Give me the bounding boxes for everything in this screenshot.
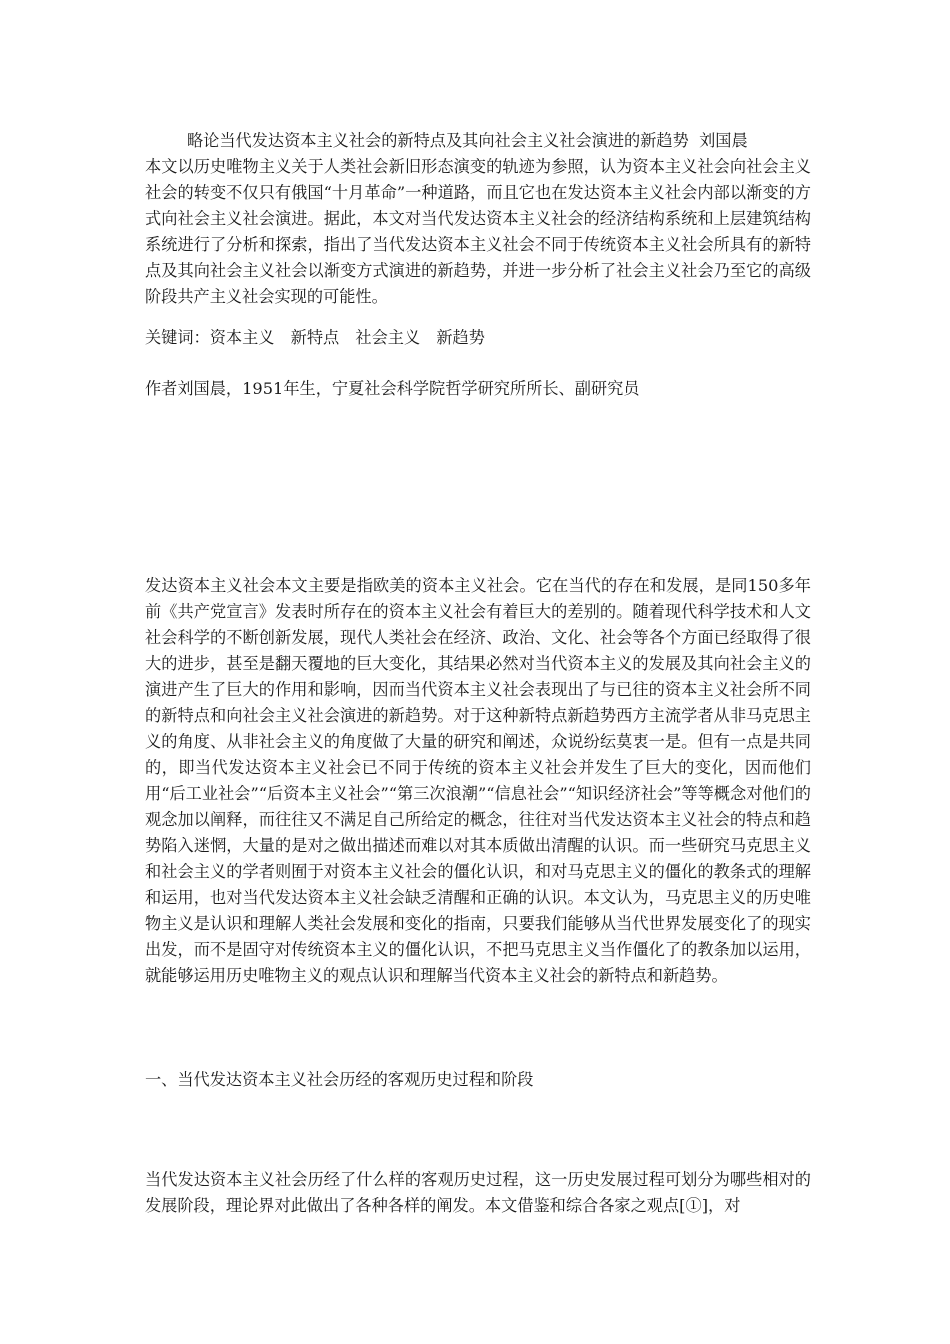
keywords-line: 关键词：资本主义 新特点 社会主义 新趋势 [145, 328, 485, 347]
document-title: 略论当代发达资本主义社会的新特点及其向社会主义社会演进的新趋势 [187, 131, 689, 150]
title-author: 刘国晨 [699, 131, 748, 150]
abstract-paragraph: 本文以历史唯物主义关于人类社会新旧形态演变的轨迹为参照，认为资本主义社会向社会主义社会的转变不仅只有俄国“十月革命”一种道路，而且它也在发达资本主义社会内部以渐变的方式向社会主义社会演进。据此，本文对当代发达资本主义社会的经济结构系统和上层建筑结构系统进行了分析和探索，指出了当代发达资本主义社会不同于传统资本主义社会所具有的新特点及其向社会主义社会以渐变方式演进的新趋势，并进一步分析了社会主义社会乃至它的高级阶段共产主义社会实现的可能性。 [145, 157, 811, 306]
author-info-line: 作者刘国晨，1951年生，宁夏社会科学院哲学研究所所长、副研究员 [145, 379, 640, 398]
section-heading: 一、当代发达资本主义社会历经的客观历史过程和阶段 [145, 1070, 534, 1089]
intro-paragraph: 发达资本主义社会本文主要是指欧美的资本主义社会。它在当代的存在和发展，是同150多年前《共产党宣言》发表时所存在的资本主义社会有着巨大的差别的。随着现代科学技术和人文社会科学的不断创新发展，现代人类社会在经济、政治、文化、社会等各个方面已经取得了很大的进步，甚至是翻天覆地的巨大变化，其结果必然对当代资本主义的发展及其向社会主义的演进产生了巨大的作用和影响，因而当代资本主义社会表现出了与已往的资本主义社会所不同的新特点和向社会主义社会演进的新趋势。对于这种新特点新趋势西方主流学者从非马克思主义的角度、从非社会主义的角度做了大量的研究和阐述，众说纷纭莫衷一是。但有一点是共同的，即当代发达资本主义社会已不同于传统的资本主义社会并发生了巨大的变化，因而他们用“后工业社会”“后资本主义社会”“第三次浪潮”“信息社会”“知识经济社会”等等概念对他们的观念加以阐释，而往往又不满足自己所给定的概念，往往对当代发达资本主义社会的特点和趋势陷入迷惘，大量的是对之做出描述而难以对其本质做出清醒的认识。而一些研究马克思主义和社会主义的学者则囿于对资本主义社会的僵化认识，和对马克思主义的僵化的教条式的理解和运用，也对当代发达资本主义社会缺乏清醒和正确的认识。本文认为，马克思主义的历史唯物主义是认识和理解人类社会发展和变化的指南，只要我们能够从当代世界发展变化了的现实出发，而不是固守对传统资本主义的僵化认识，不把马克思主义当作僵化了的教条加以运用，就能够运用历史唯物主义的观点认识和理解当代资本主义社会的新特点和新趋势。 [145, 576, 811, 985]
section-paragraph: 当代发达资本主义社会历经了什么样的客观历史过程，这一历史发展过程可划分为哪些相对的发展阶段，理论界对此做出了各种各样的阐发。本文借鉴和综合各家之观点[①]，对 [145, 1170, 811, 1215]
